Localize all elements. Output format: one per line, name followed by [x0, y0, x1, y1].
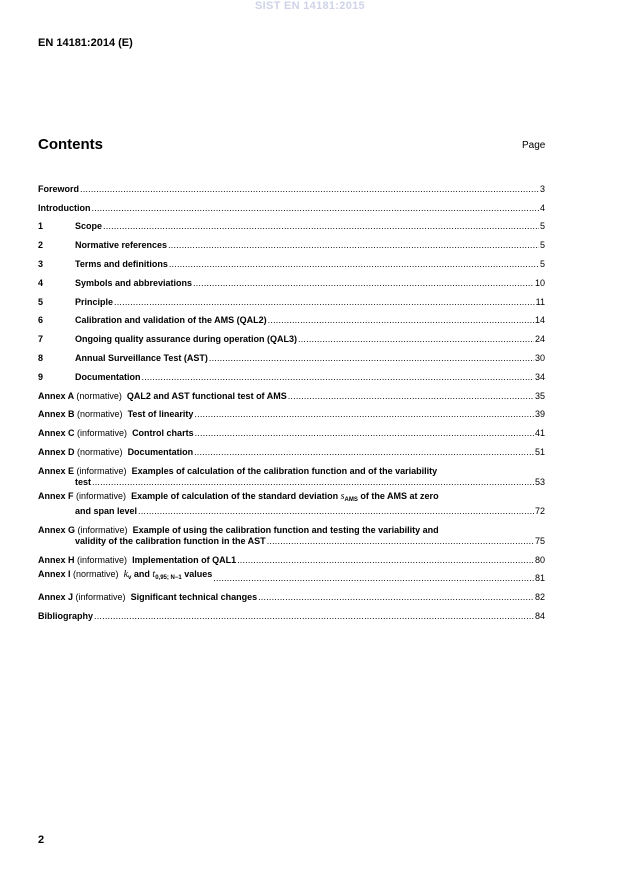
contents-title: Contents — [38, 136, 103, 153]
symbol-subscript: v — [128, 575, 132, 582]
symbol-subscript: AMS — [344, 497, 358, 504]
annex-kind: (normative) — [76, 390, 122, 401]
toc-entry-page: 30 — [534, 352, 545, 363]
toc-entry-scope[interactable] — [38, 214, 545, 233]
toc-entry-title: Ongoing quality assurance during operation (QAL3) — [75, 334, 298, 345]
toc-entry-title: Documentation — [127, 446, 194, 457]
annex-label: Annex E — [38, 465, 75, 476]
toc-entry-title: Bibliography — [38, 610, 94, 621]
toc-entry-title-continued: validity of the calibration function in the AST — [75, 535, 266, 546]
toc-entry-title: Example of calculation of the standard deviation — [131, 491, 339, 502]
toc-entry-number: 1 — [38, 221, 44, 232]
toc-entry-bibliography[interactable] — [38, 603, 545, 622]
toc-entry-page: 14 — [534, 315, 545, 326]
dot-leader — [138, 506, 534, 517]
toc-entry-foreword[interactable] — [38, 176, 545, 195]
toc-entry-number: 8 — [38, 352, 44, 363]
toc-entry-title: Documentation — [75, 371, 141, 382]
toc-entry-annex-b[interactable] — [38, 402, 545, 421]
dot-leader — [193, 278, 534, 289]
toc-entry-page: 75 — [534, 535, 545, 546]
annex-label: Annex J — [38, 592, 74, 603]
dot-leader — [194, 409, 534, 420]
dot-leader — [194, 447, 534, 458]
toc-entry-page: 84 — [534, 610, 545, 621]
toc-entry-title: Symbols and abbreviations — [75, 277, 193, 288]
toc-entry-annex-i[interactable] — [38, 566, 545, 585]
dot-leader — [94, 611, 534, 622]
annex-kind: (informative) — [77, 524, 128, 535]
dot-leader — [267, 536, 534, 547]
toc-entry-number: 7 — [38, 334, 44, 345]
dot-leader — [237, 555, 534, 566]
toc-entry-page: 4 — [539, 202, 545, 213]
dot-leader — [298, 334, 534, 345]
toc-entry-normative-references[interactable] — [38, 232, 545, 251]
toc-entry-title-and: and — [133, 569, 150, 580]
dot-leader — [268, 315, 534, 326]
toc-entry-documentation[interactable] — [38, 364, 545, 383]
dot-leader — [209, 353, 534, 364]
toc-entry-number: 9 — [38, 371, 44, 382]
dot-leader — [92, 477, 534, 488]
dot-leader — [258, 592, 534, 603]
toc-entry-number: 6 — [38, 315, 44, 326]
toc-entry-title: Scope — [75, 221, 103, 232]
annex-kind: (normative) — [77, 446, 123, 457]
annex-kind: (informative) — [77, 554, 128, 565]
page-column-label: Page — [522, 140, 546, 151]
dot-leader — [288, 391, 534, 402]
toc-entry-title: Annual Surveillance Test (AST) — [75, 352, 208, 363]
dot-leader — [213, 573, 534, 584]
annex-kind: (normative) — [73, 569, 119, 580]
toc-entry-title: QAL2 and AST functional test of AMS — [126, 390, 287, 401]
toc-entry-page: 41 — [534, 428, 545, 439]
toc-entry-annex-f[interactable] — [38, 488, 545, 518]
toc-entry-annex-d[interactable] — [38, 439, 545, 458]
toc-entry-title: Example of using the calibration function and testing the variability and — [132, 524, 439, 535]
toc-entry-page: 82 — [534, 592, 545, 603]
toc-entry-title: Principle — [75, 296, 114, 307]
toc-entry-ongoing-qal3[interactable] — [38, 326, 545, 345]
toc-entry-annex-e[interactable] — [38, 458, 545, 488]
toc-entry-title-tail: of the AMS at zero — [360, 491, 439, 502]
symbol-t: t — [152, 569, 156, 581]
toc-entry-page: 5 — [539, 240, 545, 251]
symbol-k: k — [123, 569, 129, 581]
toc-entry-title-tail: values — [184, 569, 213, 580]
toc-entry-title-continued: test — [75, 476, 92, 487]
dot-leader — [114, 297, 535, 308]
toc-entry-page: 80 — [534, 554, 545, 565]
toc-entry-ast[interactable] — [38, 345, 545, 364]
toc-entry-annex-c[interactable] — [38, 420, 545, 439]
annex-label: Annex A — [38, 390, 74, 401]
dot-leader — [169, 259, 539, 270]
dot-leader — [103, 221, 539, 232]
dot-leader — [92, 203, 539, 214]
symbol-s: s — [340, 491, 345, 503]
annex-kind: (informative) — [76, 465, 127, 476]
toc-entry-page: 24 — [534, 334, 545, 345]
toc-entry-page: 53 — [534, 476, 545, 487]
toc-entry-title: Test of linearity — [127, 409, 194, 420]
dot-leader — [195, 428, 534, 439]
annex-label: Annex D — [38, 446, 75, 457]
toc-entry-page: 3 — [539, 183, 545, 194]
toc-entry-page: 10 — [534, 277, 545, 288]
page-number: 2 — [38, 834, 45, 846]
toc-entry-number: 2 — [38, 240, 44, 251]
toc-entry-number: 5 — [38, 296, 44, 307]
symbol-subscript: 0,95; N−1 — [155, 575, 182, 582]
toc-entry-title: Control charts — [132, 428, 194, 439]
toc-entry-page: 5 — [539, 258, 545, 269]
toc-entry-page: 72 — [534, 506, 545, 517]
dot-leader — [168, 240, 539, 251]
toc-entry-page: 11 — [535, 296, 545, 307]
dot-leader — [80, 184, 539, 195]
toc-entry-page: 81 — [534, 573, 545, 584]
annex-kind: (normative) — [77, 409, 123, 420]
annex-label: Annex G — [38, 524, 76, 535]
annex-label: Annex C — [38, 428, 75, 439]
toc-entry-number: 3 — [38, 258, 44, 269]
toc-entry-title-continued: and span level — [75, 506, 138, 517]
watermark: SIST EN 14181:2015 — [255, 0, 365, 12]
toc-entry-terms-and-definitions[interactable] — [38, 251, 545, 270]
annex-label: Annex B — [38, 409, 75, 420]
toc-entry-symbols-and-abbreviations[interactable] — [38, 270, 545, 289]
toc-entry-annex-h[interactable] — [38, 547, 545, 566]
toc-entry-page: 34 — [534, 371, 545, 382]
toc-entry-annex-g[interactable] — [38, 517, 545, 547]
annex-kind: (informative) — [77, 428, 128, 439]
toc-entry-page: 51 — [534, 446, 545, 457]
toc-entry-introduction[interactable] — [38, 195, 545, 214]
toc-entry-title: Examples of calculation of the calibration function and of the variability — [131, 465, 438, 476]
document-id: EN 14181:2014 (E) — [38, 37, 133, 49]
toc-entry-title: Foreword — [38, 183, 80, 194]
toc-entry-annex-a[interactable] — [38, 383, 545, 402]
toc-entry-page: 5 — [539, 221, 545, 232]
annex-label: Annex H — [38, 554, 75, 565]
dot-leader — [142, 372, 534, 383]
toc-entry-title: Terms and definitions — [75, 258, 168, 269]
table-of-contents — [38, 176, 545, 622]
toc-entry-title: Calibration and validation of the AMS (QAL2) — [75, 315, 267, 326]
annex-label: Annex I — [38, 569, 71, 580]
toc-entry-title: Normative references — [75, 240, 168, 251]
toc-entry-annex-j[interactable] — [38, 584, 545, 603]
toc-entry-title: Significant technical changes — [130, 592, 258, 603]
toc-entry-page: 39 — [534, 409, 545, 420]
annex-kind: (informative) — [76, 491, 127, 502]
annex-label: Annex F — [38, 491, 74, 502]
toc-entry-calibration-qal2[interactable] — [38, 308, 545, 327]
toc-entry-principle[interactable] — [38, 289, 545, 308]
toc-entry-page: 35 — [534, 390, 545, 401]
toc-entry-title: Implementation of QAL1 — [132, 554, 237, 565]
toc-entry-title: Introduction — [38, 202, 91, 213]
toc-entry-number: 4 — [38, 277, 44, 288]
annex-kind: (informative) — [75, 592, 126, 603]
